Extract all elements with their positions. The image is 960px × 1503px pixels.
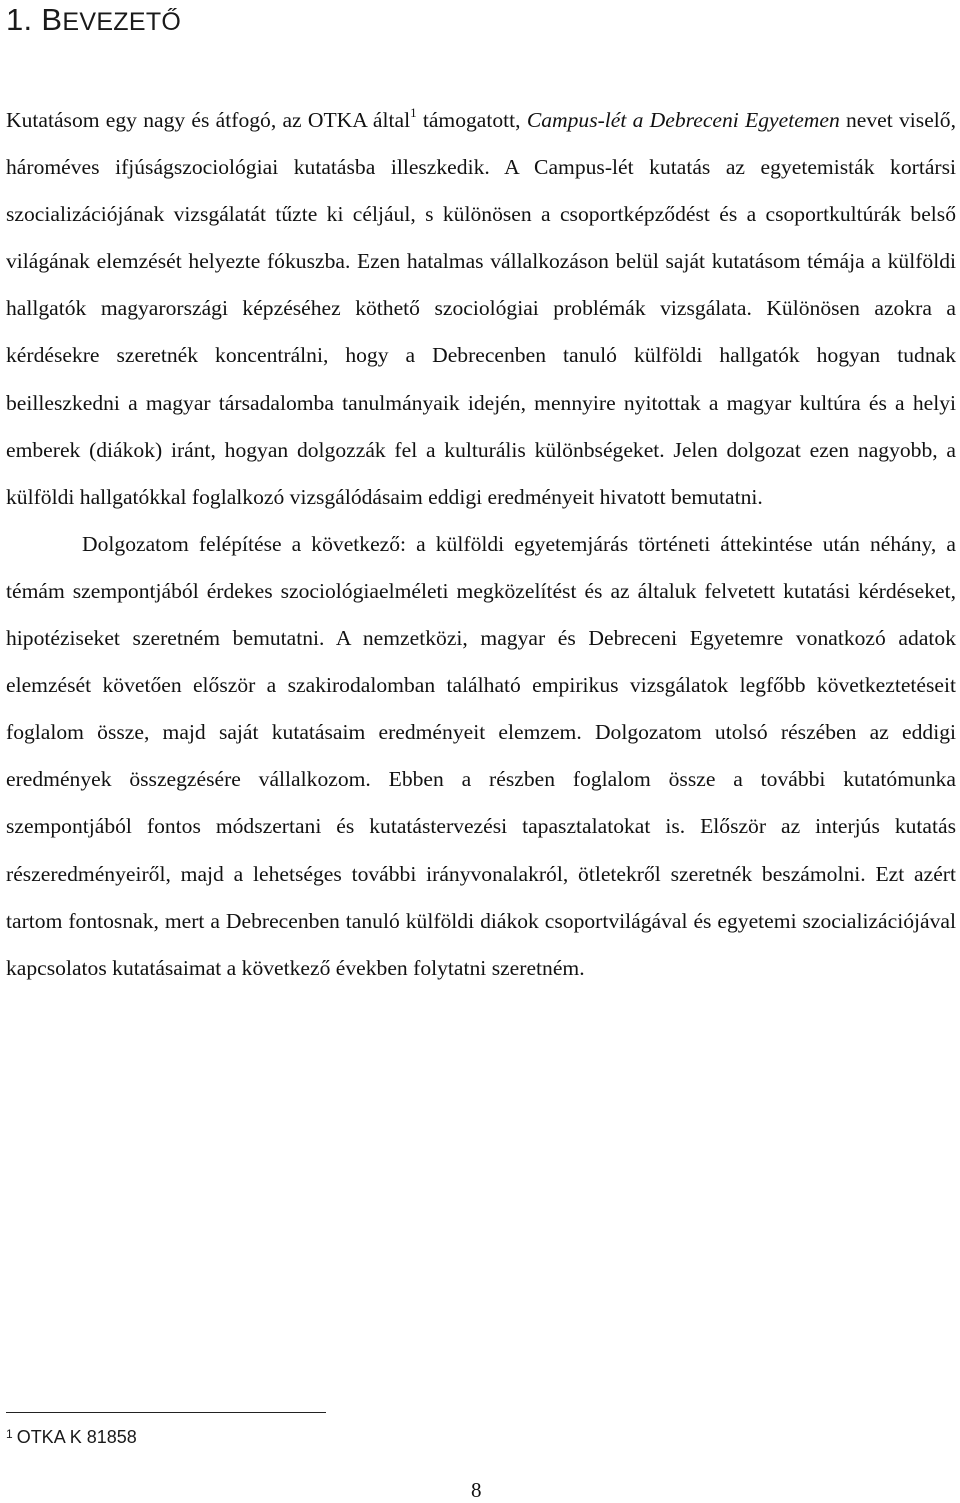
footnote-text: OTKA K 81858 [16,1427,137,1447]
chapter-title-initial: B [41,2,63,37]
paragraph-intro-text-2: támogatott, [416,108,527,132]
footnote-separator [6,1412,326,1413]
body-text [6,97,956,992]
footnote-marker: 1 [6,1427,13,1441]
paragraph-structure: Dolgozatom felépítése a következő: a külföldi egyetemjárás történeti áttekintése után néhány, a témám szempontjából érdekes szociológiaelméleti megközelítést és az általuk felvetett kutatási kérdéseket, hipotéziseket szeretném bemutatni. A nemzetközi, magyar és Debreceni Egyetemre vonatkozó adatok elemzését követően először a szakirodalomban található empirikus vizsgálatok legfőbb következtetéseit foglalom össze, majd saját kutatásaim eredményeit elemzem. Dolgozatom utolsó részében az eddigi eredmények összegzésére vállalkozom. Ebben a részben foglalom össze a további kutatómunka szempontjából fontos módszertani és kutatástervezési tapasztalatokat is. Először az interjús kutatás részeredményeiről, majd a lehetséges további irányvonalakról, ötletekről szeretnék beszámolni. Ezt azért tartom fontosnak, mert a Debrecenben tanuló külföldi diákok csoportvilágával és egyetemi szocializációjával kapcsolatos kutatásaimat a következő években folytatni szeretném. [6,531,956,980]
chapter-title-rest: EVEZETŐ [62,8,182,36]
chapter-number: 1. [6,2,33,37]
chapter-heading [6,0,181,42]
paragraph-intro [6,97,956,521]
paragraph-intro-text-3: nevet viselő, hároméves ifjúságszociológiai kutatásba illeszkedik. A Campus-lét kutatás az egyetemisták kortársi szocializációjának vizsgálatát tűzte ki céljául, s különösen a csoportképződést és a csoportkultúrák belső világának elemzését helyezte fókuszba. Ezen hatalmas vállalkozáson belül saját kutatásom témája a külföldi hallgatók magyarországi képzéséhez köthető szociológiai problémák vizsgálata. Különösen azokra a kérdésekre szeretnék koncentrálni, hogy a Debrecenben tanuló külföldi hallgatók hogyan tudnak beilleszkedni a magyar társadalomba tanulmányaik idején, mennyire nyitottak a magyar kultúra és a helyi emberek (diákok) iránt, hogyan dolgozzák fel a kulturális különbségeket. Jelen dolgozat ezen nagyobb, a külföldi hallgatókkal foglalkozó vizsgálódásaim eddigi eredményeit hivatott bemutatni. [6,108,956,509]
page-number: 8 [471,1478,482,1502]
footnote-reference: 1 [410,105,417,120]
footnote [6,1427,137,1448]
paragraph-intro-text-1: Kutatásom egy nagy és átfogó, az OTKA által [6,108,411,132]
project-title: Campus-lét a Debreceni Egyetemen [526,108,840,132]
